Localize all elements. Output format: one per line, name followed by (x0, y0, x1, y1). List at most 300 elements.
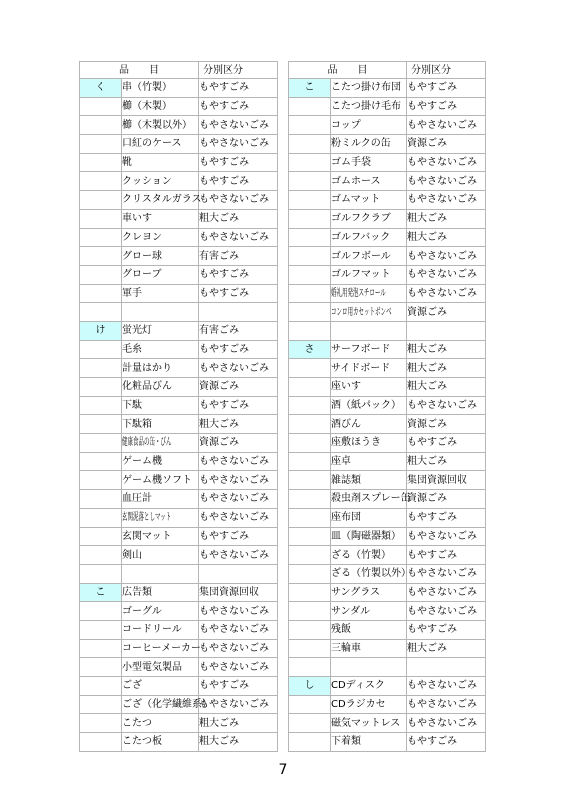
kana-index (80, 508, 122, 527)
kana-index (289, 452, 331, 471)
item-name-cell: 血圧計 (122, 490, 199, 509)
table-row (80, 97, 278, 116)
kana-index (289, 620, 331, 639)
category-cell: もやすごみ (407, 508, 486, 527)
category-cell: もやすごみ (407, 546, 486, 565)
kana-index (289, 303, 331, 322)
kana-index (289, 434, 331, 453)
kana-index (289, 321, 331, 340)
category-cell: 粗大ごみ (407, 340, 486, 359)
item-name-cell: ゴルフクラブ (331, 209, 407, 228)
item-name-cell: 座敷ほうき (331, 434, 407, 453)
item-name-cell: 櫛（木製） (122, 97, 199, 116)
category-cell: 資源ごみ (407, 490, 486, 509)
kana-index (80, 265, 122, 284)
category-cell: もやすごみ (199, 79, 278, 98)
category-cell: もやすごみ (407, 733, 486, 752)
item-name-cell: 座布団 (331, 508, 407, 527)
category-cell: もやさないごみ (407, 153, 486, 172)
category-cell: 粗大ごみ (199, 733, 278, 752)
kana-index (289, 135, 331, 154)
left-table (79, 61, 278, 752)
table-row (289, 415, 486, 434)
category-cell: 資源ごみ (407, 303, 486, 322)
table-row (289, 284, 486, 303)
table-row (289, 508, 486, 527)
table-row (80, 415, 278, 434)
kana-index (289, 490, 331, 509)
category-cell: もやさないごみ (199, 135, 278, 154)
kana-index: さ (289, 340, 331, 359)
table-row (289, 658, 486, 677)
category-cell: 粗大ごみ (199, 714, 278, 733)
item-name-cell: 三輪車 (331, 639, 407, 658)
table-row (80, 359, 278, 378)
item-name-cell: CDディスク (331, 677, 407, 696)
kana-index (289, 359, 331, 378)
item-name-cell: こたつ板 (122, 733, 199, 752)
table-row (289, 191, 486, 210)
table-row (80, 228, 278, 247)
kana-index (289, 695, 331, 714)
kana-index (80, 527, 122, 546)
table-row (289, 546, 486, 565)
kana-index (80, 97, 122, 116)
table-row (80, 639, 278, 658)
kana-index (80, 677, 122, 696)
item-name-cell: 下駄 (122, 396, 199, 415)
item-name-cell (122, 303, 199, 322)
kana-index (80, 303, 122, 322)
category-cell (199, 303, 278, 322)
kana-index (289, 583, 331, 602)
category-cell: もやさないごみ (407, 265, 486, 284)
item-name-cell: 剣山 (122, 546, 199, 565)
category-cell: 資源ごみ (199, 434, 278, 453)
page-number: 7 (278, 762, 288, 778)
item-name-cell: ゴルフボール (331, 247, 407, 266)
item-name-cell: 計量はかり (122, 359, 199, 378)
kana-index (80, 733, 122, 752)
category-cell: 有害ごみ (199, 247, 278, 266)
kana-index (289, 116, 331, 135)
table-row (289, 340, 486, 359)
table-row (80, 284, 278, 303)
category-cell: 粗大ごみ (199, 415, 278, 434)
table-row (289, 209, 486, 228)
item-name-cell: 口紅のケース (122, 135, 199, 154)
kana-index (80, 546, 122, 565)
item-name-cell: 酒びん (331, 415, 407, 434)
table-row (289, 620, 486, 639)
kana-index (289, 172, 331, 191)
kana-index (289, 714, 331, 733)
item-name-cell: ゲーム機ソフト (122, 471, 199, 490)
table-row (289, 639, 486, 658)
item-name-cell: 串（竹製） (122, 79, 199, 98)
kana-index (80, 228, 122, 247)
table-row (289, 265, 486, 284)
category-cell: もやさないごみ (407, 396, 486, 415)
category-cell: もやすごみ (199, 97, 278, 116)
item-name-cell: 化粧品びん (122, 378, 199, 397)
right-table (288, 61, 486, 752)
category-cell: 資源ごみ (199, 378, 278, 397)
kana-index (289, 508, 331, 527)
right-table-body (289, 79, 486, 752)
category-cell: もやすごみ (199, 527, 278, 546)
kana-index (80, 415, 122, 434)
table-row (80, 434, 278, 453)
category-cell (199, 564, 278, 583)
item-name-cell: 磁気マットレス (331, 714, 407, 733)
category-cell: もやすごみ (407, 434, 486, 453)
item-name-cell: サンダル (331, 602, 407, 621)
item-name-cell: 毛糸 (122, 340, 199, 359)
item-name-cell: クレヨン (122, 228, 199, 247)
category-cell: もやさないごみ (199, 116, 278, 135)
table-row (80, 695, 278, 714)
table-row (80, 527, 278, 546)
item-name-cell: 玄関マット (122, 527, 199, 546)
kana-index (289, 546, 331, 565)
item-name-cell: ゴルフマット (331, 265, 407, 284)
table-row (289, 471, 486, 490)
item-name-cell: ゴムマット (331, 191, 407, 210)
table-row (289, 396, 486, 415)
category-cell: もやさないごみ (407, 116, 486, 135)
item-name-cell: 座卓 (331, 452, 407, 471)
table-row (80, 116, 278, 135)
table-row (80, 471, 278, 490)
category-cell: もやさないごみ (407, 677, 486, 696)
table-row (80, 79, 278, 98)
kana-index (289, 471, 331, 490)
item-name-cell: グローブ (122, 265, 199, 284)
table-row (289, 378, 486, 397)
item-name-cell: サングラス (331, 583, 407, 602)
table-row (289, 97, 486, 116)
category-cell: もやさないごみ (199, 471, 278, 490)
category-cell: 粗大ごみ (407, 378, 486, 397)
category-cell: もやすごみ (199, 265, 278, 284)
kana-index (80, 209, 122, 228)
kana-index (289, 564, 331, 583)
item-name-cell: コップ (331, 116, 407, 135)
category-cell: もやさないごみ (199, 695, 278, 714)
item-name-cell: 下着類 (331, 733, 407, 752)
item-name-cell: ゴーグル (122, 602, 199, 621)
item-name-cell: ゴムホース (331, 172, 407, 191)
table-row (80, 620, 278, 639)
kana-index (80, 452, 122, 471)
item-name-cell: 小型電気製品 (122, 658, 199, 677)
category-cell: もやすごみ (407, 97, 486, 116)
category-cell: もやさないごみ (199, 620, 278, 639)
item-name-cell: ゴルフバック (331, 228, 407, 247)
table-row (80, 490, 278, 509)
item-name-cell (331, 321, 407, 340)
table-row (289, 321, 486, 340)
item-name-cell: 雑誌類 (331, 471, 407, 490)
category-cell: 集団資源回収 (199, 583, 278, 602)
category-cell: もやさないごみ (199, 508, 278, 527)
item-name-cell: 粉ミルクの缶 (331, 135, 407, 154)
category-cell: 資源ごみ (407, 135, 486, 154)
item-name-cell: 殺虫剤スプレー缶 (331, 490, 407, 509)
kana-index (289, 658, 331, 677)
category-cell: 粗大ごみ (407, 209, 486, 228)
kana-index (80, 564, 122, 583)
table-row (289, 527, 486, 546)
category-cell: 粗大ごみ (407, 452, 486, 471)
kana-index (80, 359, 122, 378)
table-row (289, 153, 486, 172)
item-name-cell: ござ (122, 677, 199, 696)
table-row (289, 434, 486, 453)
table-row (289, 172, 486, 191)
item-name-cell: 蛍光灯 (122, 321, 199, 340)
table-row (289, 303, 486, 322)
table-row (80, 508, 278, 527)
kana-index (289, 209, 331, 228)
kana-index (289, 247, 331, 266)
kana-index: し (289, 677, 331, 696)
item-name-cell: ざる（竹製以外） (331, 564, 407, 583)
item-name: 健康食品の缶・びん (122, 437, 172, 449)
kana-index (289, 378, 331, 397)
table-row (80, 153, 278, 172)
table-row (289, 714, 486, 733)
category-cell: もやさないごみ (407, 695, 486, 714)
kana-index (289, 97, 331, 116)
table-row (80, 733, 278, 752)
kana-index (80, 658, 122, 677)
table-row (289, 359, 486, 378)
item-name-cell: サイドボード (331, 359, 407, 378)
table-row (80, 321, 278, 340)
kana-index: こ (80, 583, 122, 602)
kana-index (80, 191, 122, 210)
kana-index: く (80, 79, 122, 98)
category-cell: 集団資源回収 (407, 471, 486, 490)
table-row (289, 733, 486, 752)
kana-index (80, 602, 122, 621)
category-cell: もやさないごみ (199, 490, 278, 509)
kana-index (80, 172, 122, 191)
category-cell: もやさないごみ (199, 658, 278, 677)
kana-index (80, 714, 122, 733)
header-category: 分別区分 (199, 62, 278, 79)
item-name-cell: 車いす (122, 209, 199, 228)
item-name-cell: 靴 (122, 153, 199, 172)
item-name-cell: コーヒーメーカー (122, 639, 199, 658)
kana-index (289, 284, 331, 303)
header-category: 分別区分 (407, 62, 486, 79)
item-name-cell: 下駄箱 (122, 415, 199, 434)
table-row (289, 695, 486, 714)
item-name: 玄関泥落としマット (122, 512, 172, 524)
item-name-cell (331, 284, 407, 303)
item-name-cell: 酒（紙パック） (331, 396, 407, 415)
kana-index (289, 228, 331, 247)
header-item: 品 目 (289, 62, 407, 79)
item-name-cell: 残飯 (331, 620, 407, 639)
category-cell: もやさないごみ (199, 228, 278, 247)
category-cell: 粗大ごみ (407, 228, 486, 247)
category-cell: 資源ごみ (407, 415, 486, 434)
kana-index (80, 434, 122, 453)
category-cell: もやさないごみ (199, 602, 278, 621)
table-row (289, 564, 486, 583)
item-name-cell (122, 434, 199, 453)
kana-index (80, 378, 122, 397)
kana-index (289, 639, 331, 658)
table-row (80, 714, 278, 733)
table-row (289, 228, 486, 247)
category-cell: もやさないごみ (407, 172, 486, 191)
table-row (80, 658, 278, 677)
kana-index (80, 135, 122, 154)
category-cell: もやさないごみ (407, 564, 486, 583)
category-cell: もやさないごみ (407, 714, 486, 733)
table-row (289, 602, 486, 621)
category-cell: もやすごみ (199, 340, 278, 359)
item-name-cell: クッション (122, 172, 199, 191)
kana-index (289, 527, 331, 546)
category-cell: 粗大ごみ (407, 359, 486, 378)
category-cell: 粗大ごみ (407, 639, 486, 658)
item-name-cell: ござ（化学繊維系） (122, 695, 199, 714)
kana-index (80, 639, 122, 658)
table-row (80, 209, 278, 228)
kana-index: こ (289, 79, 331, 98)
category-cell: もやすごみ (199, 172, 278, 191)
category-cell: もやすごみ (199, 284, 278, 303)
header-item: 品 目 (80, 62, 199, 79)
kana-index (289, 733, 331, 752)
category-cell: もやすごみ (407, 620, 486, 639)
item-name-cell: 皿（陶磁器類） (331, 527, 407, 546)
item-name-cell: 座いす (331, 378, 407, 397)
table-row (80, 135, 278, 154)
kana-index (80, 471, 122, 490)
table-row (289, 490, 486, 509)
kana-index (289, 602, 331, 621)
item-name-cell: 櫛（木製以外） (122, 116, 199, 135)
table-row (289, 247, 486, 266)
category-cell: もやすごみ (199, 396, 278, 415)
category-cell: もやさないごみ (199, 452, 278, 471)
category-cell: もやさないごみ (407, 191, 486, 210)
item-name-cell: こたつ (122, 714, 199, 733)
kana-index (80, 695, 122, 714)
table-row (289, 79, 486, 98)
item-name-cell (331, 658, 407, 677)
table-row (289, 677, 486, 696)
category-cell: 有害ごみ (199, 321, 278, 340)
item-name-cell: 軍手 (122, 284, 199, 303)
item-name-cell: グロー球 (122, 247, 199, 266)
table-row (80, 340, 278, 359)
kana-index (80, 284, 122, 303)
table-row (80, 303, 278, 322)
kana-index (289, 396, 331, 415)
category-cell: もやさないごみ (199, 359, 278, 378)
table-row (80, 396, 278, 415)
kana-index (80, 396, 122, 415)
table-row (80, 602, 278, 621)
category-cell: もやさないごみ (407, 284, 486, 303)
category-cell: もやすごみ (407, 79, 486, 98)
table-row (80, 265, 278, 284)
category-cell: もやさないごみ (407, 247, 486, 266)
kana-index (80, 490, 122, 509)
kana-index (80, 153, 122, 172)
item-name-cell (331, 303, 407, 322)
kana-index: け (80, 321, 122, 340)
item-name-cell: こたつ掛け布団 (331, 79, 407, 98)
category-cell: もやさないごみ (199, 191, 278, 210)
item-name-cell: ざる（竹製） (331, 546, 407, 565)
table-row (80, 583, 278, 602)
item-name-cell (122, 564, 199, 583)
kana-index (80, 620, 122, 639)
item-name-cell (122, 508, 199, 527)
item-name-cell: 広告類 (122, 583, 199, 602)
table-row (80, 564, 278, 583)
item-name-cell: サーフボード (331, 340, 407, 359)
table-row (289, 116, 486, 135)
kana-index (289, 153, 331, 172)
table-row (80, 546, 278, 565)
kana-index (289, 191, 331, 210)
item-name: 婚礼用発泡スチロール (331, 287, 386, 299)
table-header (80, 62, 278, 79)
kana-index (289, 415, 331, 434)
item-name-cell: クリスタルガラス (122, 191, 199, 210)
category-cell: もやさないごみ (199, 546, 278, 565)
category-cell: もやさないごみ (407, 527, 486, 546)
category-cell (407, 321, 486, 340)
category-cell: もやさないごみ (199, 639, 278, 658)
item-name-cell: コードリール (122, 620, 199, 639)
category-cell: もやすごみ (199, 153, 278, 172)
table-row (80, 247, 278, 266)
item-name-cell: こたつ掛け毛布 (331, 97, 407, 116)
kana-index (289, 265, 331, 284)
category-cell: もやすごみ (199, 677, 278, 696)
table-row (80, 172, 278, 191)
category-cell: もやさないごみ (407, 602, 486, 621)
table-row (289, 135, 486, 154)
item-name-cell: CDラジカセ (331, 695, 407, 714)
item-name-cell: ゴム手袋 (331, 153, 407, 172)
table-row (80, 452, 278, 471)
kana-index (80, 116, 122, 135)
table-row (80, 191, 278, 210)
item-name: コンロ用カセットボンベ (331, 306, 392, 318)
left-table-body (80, 79, 278, 752)
category-cell (407, 658, 486, 677)
kana-index (80, 340, 122, 359)
category-cell: もやさないごみ (407, 583, 486, 602)
table-row (80, 677, 278, 696)
category-cell: 粗大ごみ (199, 209, 278, 228)
table-row (289, 583, 486, 602)
item-name-cell: ゲーム機 (122, 452, 199, 471)
table-row (80, 378, 278, 397)
